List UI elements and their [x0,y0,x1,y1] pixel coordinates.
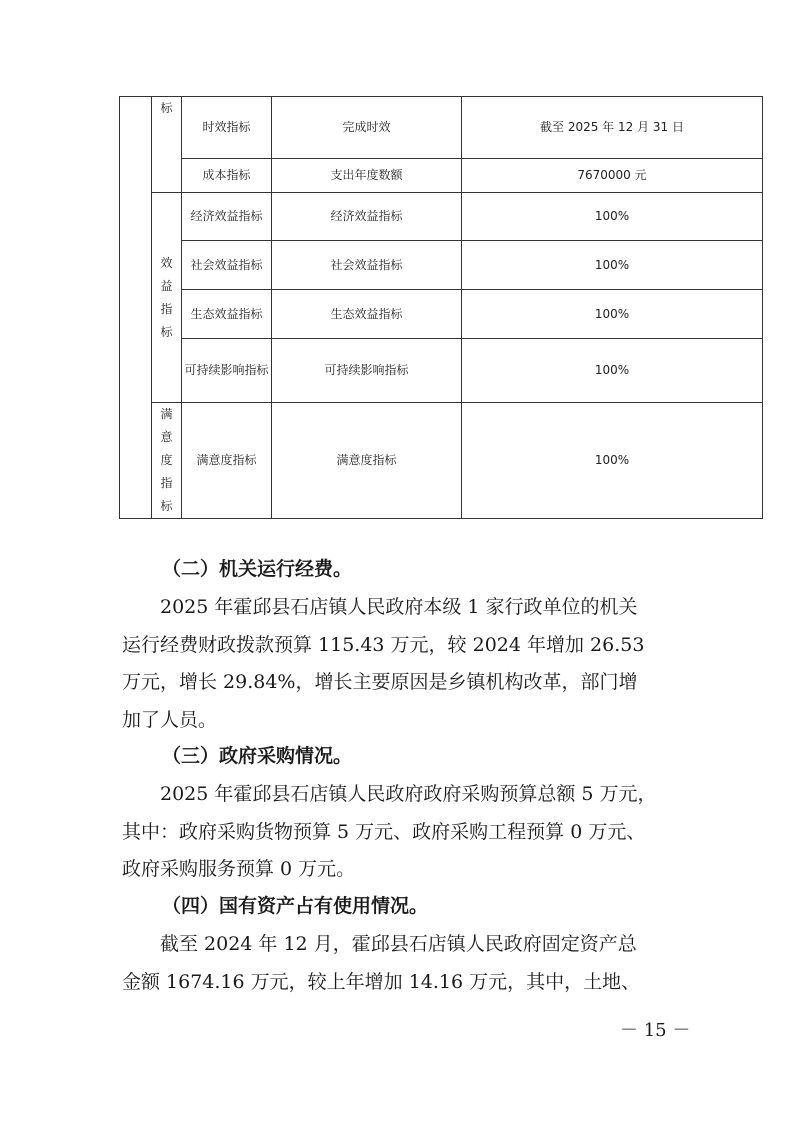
indicator-name-cell: 成本指标 [182,159,272,193]
indicator-sub-cell: 生态效益指标 [272,290,462,339]
indicator-sub-cell: 经济效益指标 [272,193,462,241]
indicator-name-cell: 可持续影响指标 [182,339,272,403]
section-body [122,926,692,1001]
body-line: 加了人员。 [122,708,218,731]
indicator-value-cell: 截至 2025 年 12 月 31 日 [462,97,763,159]
section-heading: （二）机关运行经费。 [162,558,353,580]
indicator-sub-cell: 社会效益指标 [272,241,462,290]
indicator-value-cell: 100% [462,241,763,290]
indicator-sub-cell: 支出年度数额 [272,159,462,193]
body-line: 其中：政府采购货物预算 5 万元、政府采购工程预算 0 万元、 [122,820,646,843]
table-row [120,403,763,519]
outer-category-cell [120,97,152,519]
indicator-sub-cell: 满意度指标 [272,403,462,519]
table-row [120,97,763,159]
table-row [120,193,763,241]
category-cell: 效益指标 [152,193,182,403]
indicator-sub-cell: 完成时效 [272,97,462,159]
performance-indicator-table [119,96,763,519]
category-cell: 标 [152,97,182,193]
body-line: 万元，增长 29.84%，增长主要原因是乡镇机构改革，部门增 [122,671,638,693]
category-cell: 满意度指标 [152,403,182,519]
indicator-sub-cell: 可持续影响指标 [272,339,462,403]
section-body [122,776,692,889]
body-line: 2025 年霍邱县石店镇人民政府政府采购预算总额 5 万元， [160,783,657,805]
indicator-name-cell: 社会效益指标 [182,241,272,290]
table-row [120,339,763,403]
body-line: 运行经费财政拨款预算 115.43 万元，较 2024 年增加 26.53 [122,633,645,656]
indicator-name-cell: 时效指标 [182,97,272,159]
section-heading: （四）国有资产占有使用情况。 [162,895,429,917]
indicator-value-cell: 100% [462,193,763,241]
indicator-value-cell: 100% [462,290,763,339]
body-line: 政府采购服务预算 0 万元。 [122,858,356,880]
indicator-name-cell: 经济效益指标 [182,193,272,241]
indicator-value-cell: 100% [462,339,763,403]
body-line: 截至 2024 年 12 月，霍邱县石店镇人民政府固定资产总 [160,933,637,955]
body-line: 金额 1674.16 万元，较上年增加 14.16 万元，其中，土地、 [122,970,641,993]
table-row [120,241,763,290]
table-row [120,290,763,339]
table-row [120,159,763,193]
indicator-value-cell: 7670000 元 [462,159,763,193]
body-line: 2025 年霍邱县石店镇人民政府本级 1 家行政单位的机关 [160,596,638,618]
indicator-value-cell: 100% [462,403,763,519]
page-number: － 15 － [620,1020,691,1041]
indicator-name-cell: 生态效益指标 [182,290,272,339]
section-heading: （三）政府采购情况。 [162,745,353,767]
section-body [122,589,692,739]
indicator-name-cell: 满意度指标 [182,403,272,519]
